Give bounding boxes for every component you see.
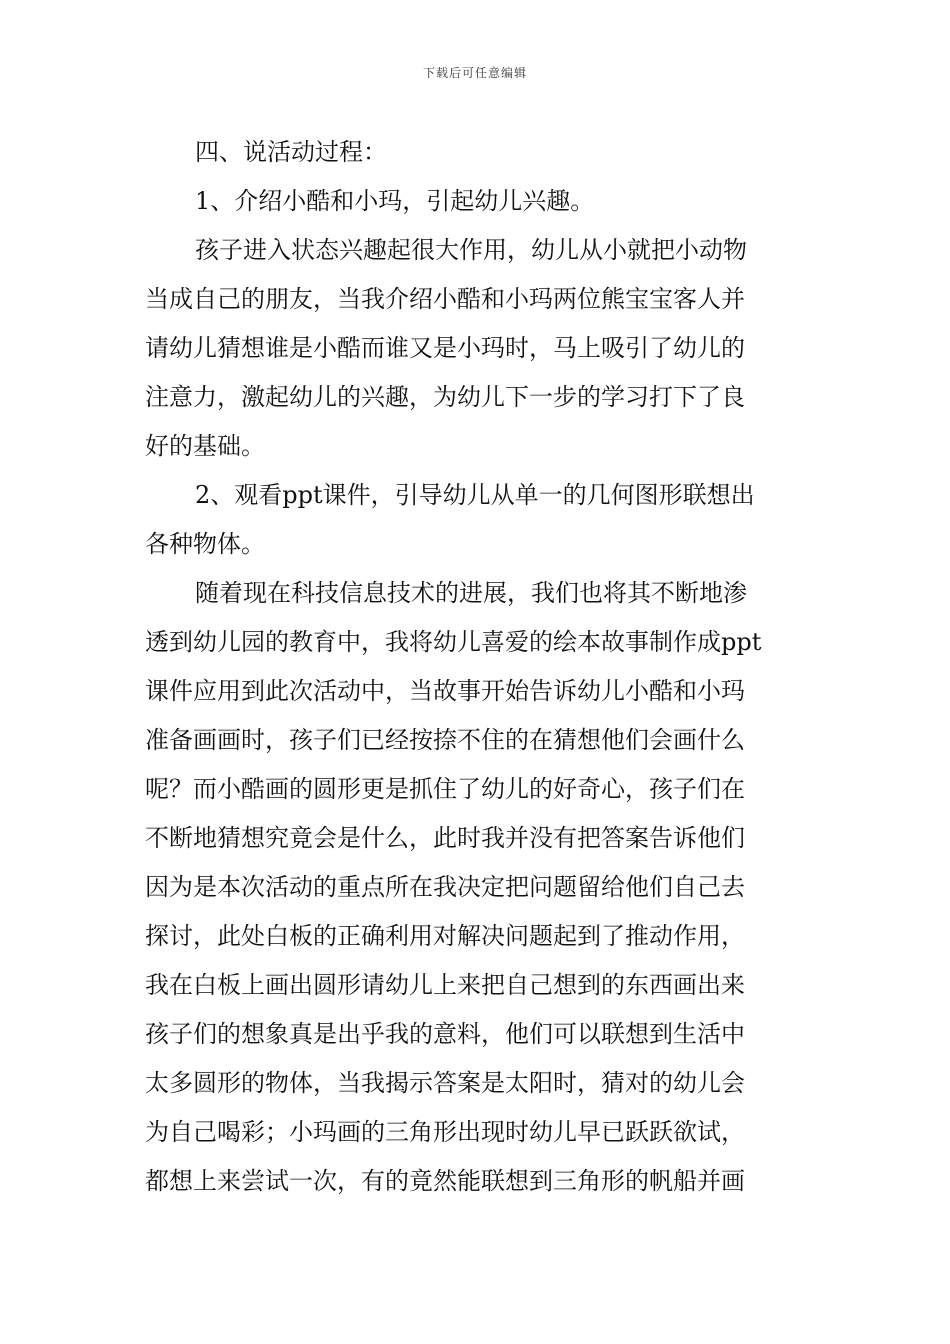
item-1-title: 1、介绍小酷和小玛，引起幼儿兴趣。: [195, 187, 595, 215]
item-2-title: 2、观看ppt课件，引导幼儿从单一的几何图形联想出: [195, 481, 755, 509]
paragraph-1-line: 孩子进入状态兴趣起很大作用，幼儿从小就把小动物: [195, 236, 747, 264]
paragraph-2-line: 我在白板上画出圆形请幼儿上来把自己想到的东西画出来: [145, 971, 745, 999]
paragraph-2-line: 为自己喝彩；小玛画的三角形出现时幼儿早已跃跃欲试，: [145, 1118, 745, 1146]
paragraph-2-line: 太多圆形的物体，当我揭示答案是太阳时，猜对的幼儿会: [145, 1069, 745, 1097]
section-heading: 四、说活动过程：: [195, 138, 387, 166]
item-2-title-cont: 各种物体。: [145, 530, 265, 558]
paragraph-1-line: 请幼儿猜想谁是小酷而谁又是小玛时，马上吸引了幼儿的: [145, 334, 745, 362]
paragraph-1-line: 当成自己的朋友，当我介绍小酷和小玛两位熊宝宝客人并: [145, 285, 745, 313]
document-body: [145, 128, 807, 1206]
paragraph-2-line: 呢？而小酷画的圆形更是抓住了幼儿的好奇心，孩子们在: [145, 775, 745, 803]
paragraph-2-line: 准备画画时，孩子们已经按捺不住的在猜想他们会画什么: [145, 726, 745, 754]
paragraph-2-line: 都想上来尝试一次，有的竟然能联想到三角形的帆船并画: [145, 1167, 745, 1195]
paragraph-2-line: 课件应用到此次活动中，当故事开始告诉幼儿小酷和小玛: [145, 677, 745, 705]
page-header: 下载后可任意编辑: [422, 66, 527, 80]
paragraph-1-line: 注意力，激起幼儿的兴趣，为幼儿下一步的学习打下了良: [145, 383, 745, 411]
paragraph-2-line: 随着现在科技信息技术的进展，我们也将其不断地渗: [195, 579, 747, 607]
paragraph-2-line: 孩子们的想象真是出乎我的意料，他们可以联想到生活中: [145, 1020, 745, 1048]
paragraph-2-line: 探讨，此处白板的正确利用对解决问题起到了推动作用，: [145, 922, 745, 950]
paragraph-2-line: 透到幼儿园的教育中，我将幼儿喜爱的绘本故事制作成ppt: [145, 628, 762, 656]
paragraph-2-line: 不断地猜想究竟会是什么，此时我并没有把答案告诉他们: [145, 824, 745, 852]
paragraph-2-line: 因为是本次活动的重点所在我决定把问题留给他们自己去: [145, 873, 745, 901]
paragraph-1-line: 好的基础。: [145, 432, 265, 460]
